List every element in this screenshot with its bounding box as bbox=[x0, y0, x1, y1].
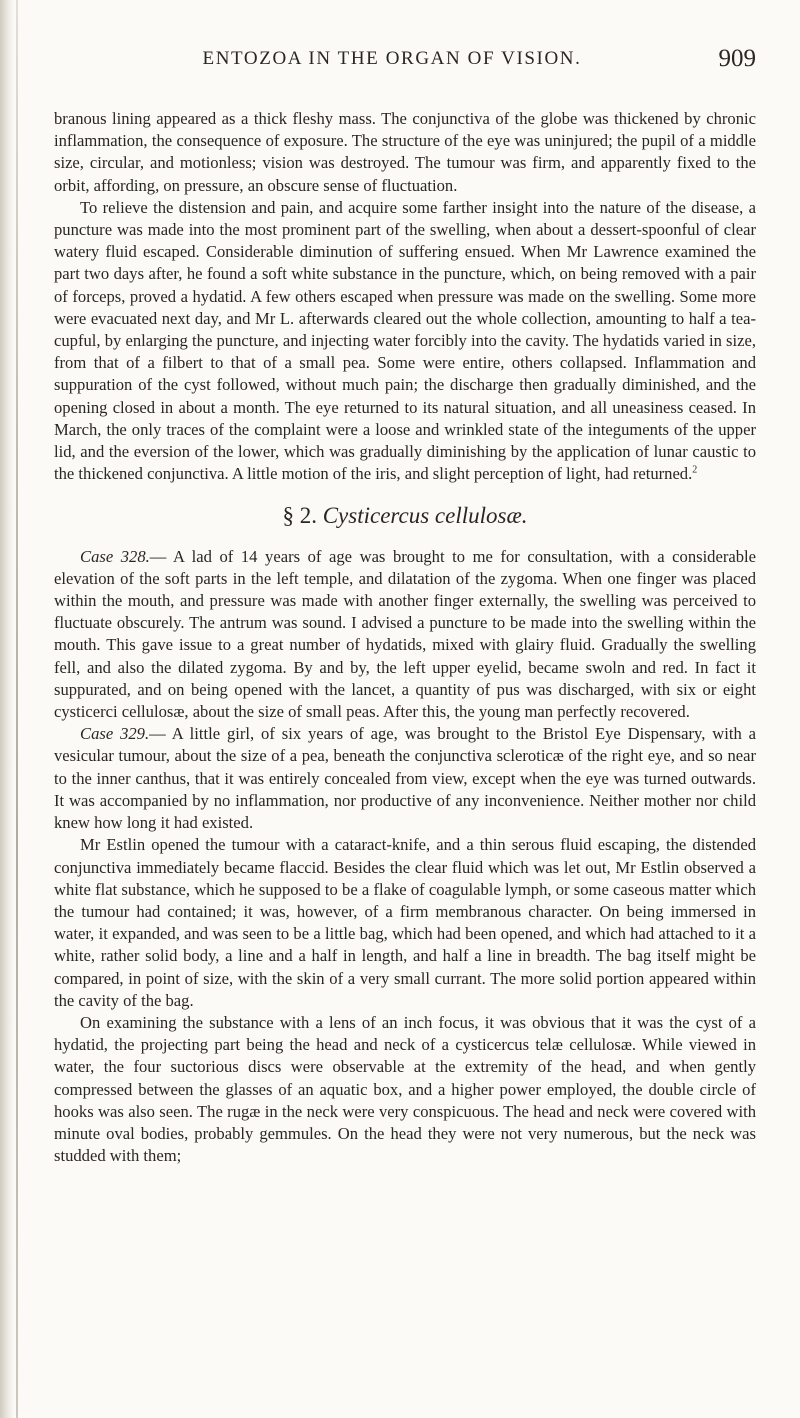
case-label: Case 329. bbox=[80, 724, 150, 744]
section-heading bbox=[54, 505, 756, 527]
running-title: ENTOZOA IN THE ORGAN OF VISION. bbox=[202, 48, 582, 69]
paragraph-puncture bbox=[54, 197, 756, 486]
paragraph-examination bbox=[54, 1012, 756, 1167]
page-binding-shadow bbox=[0, 0, 14, 1418]
section-title: Cysticercus cellulosæ. bbox=[322, 503, 528, 529]
paragraph-text: On examining the substance with a lens of an inch focus, it was obvious that it was the cyst of a hydatid, the projecting part being the head and neck of a cysticercus telæ cellulosæ. While viewed in water, the four suctorious discs were observable at the extremity of the head, and when gently compressed between the glasses of an aquatic box, and a higher power employed, the double circle of hooks was also seen. The rugæ in the neck were very conspicuous. The head and neck were covered with minute oval bodies, probably gemmules. On the head they were not very numerous, but the neck was studded with them; bbox=[54, 1012, 756, 1166]
paragraph-text: Mr Estlin opened the tumour with a cataract-knife, and a thin serous fluid escaping, the distended conjunctiva immediately became flaccid. Besides the clear fluid which was let out, Mr Estlin observed a white flat substance, which he supposed to be a flake of coagulable lymph, or some caseous matter which the tumour had contained; it was, however, of a firm membranous character. On being immersed in water, it expanded, and was seen to be a little bag, which had been opened, and which had attached to it a white, rather solid body, a line and a half in length, and half a line in breadth. The bag itself might be compared, in point of size, with the skin of a very small currant. The more solid portion appeared within the cavity of the bag. bbox=[54, 835, 756, 1010]
footnote-marker: 2 bbox=[692, 464, 698, 476]
body-text bbox=[28, 108, 756, 1167]
paragraph-case-329 bbox=[54, 723, 756, 834]
paragraph-text: To relieve the distension and pain, and acquire some farther insight into the nature of the disease, a puncture was made into the most prominent part of the swelling, when about a dessert-spoonful of clear watery fluid escaped. Considerable diminution of suffering ensued. When Mr Lawrence examined the part two days after, he found a soft white substance in the puncture, which, on being removed with a pair of forceps, proved a hydatid. A few others escaped when pressure was made on the swelling. Some more were evacuated next day, and Mr L. afterwards cleared out the whole collection, amounting to half a tea-cupful, by enlarging the puncture, and injecting water forcibly into the cavity. The hydatids varied in size, from that of a filbert to that of a small pea. Some were entire, others collapsed. Inflammation and suppuration of the cyst followed, without much pain; the discharge then gradually diminished, and the opening closed in about a month. The eye returned to its natural situation, and all uneasiness ceased. In March, the only traces of the complaint were a loose and wrinkled state of the integuments of the upper lid, and the eversion of the lower, which was gradually diminishing by the application of lunar caustic to the thickened conjunctiva. A little motion of the iris, and slight perception of light, had returned. bbox=[54, 197, 756, 484]
page-number: 909 bbox=[718, 45, 756, 72]
paragraph-estlin bbox=[54, 834, 756, 1012]
paragraph-case-328 bbox=[54, 546, 756, 724]
running-head bbox=[28, 45, 756, 82]
section-number: § 2. bbox=[282, 503, 317, 529]
case-label: Case 328. bbox=[80, 546, 150, 566]
book-page bbox=[28, 45, 757, 1167]
paragraph-continuation bbox=[54, 108, 756, 197]
paragraph-text: — A little girl, of six years of age, was brought to the Bristol Eye Dispensary, with a vesicular tumour, about the size of a pea, beneath the conjunctiva scleroticæ of the right eye, and so near to the inner canthus, that it was entirely concealed from view, except when the eye was turned outwards. It was accompanied by no inflammation, nor productive of any inconvenience. Neither mother nor child knew how long it had existed. bbox=[54, 724, 757, 833]
page-binding-edge bbox=[16, 0, 18, 1418]
paragraph-text: — A lad of 14 years of age was brought to me for consultation, with a considerable elevation of the soft parts in the left temple, and dilatation of the zygoma. When one finger was placed within the mouth, and pressure was made with another finger externally, the swelling was perceived to fluctuate obscurely. The antrum was sound. I advised a puncture to be made into the swelling within the mouth. This gave issue to a great number of hydatids, mixed with glairy fluid. Gradually the swelling fell, and also the dilated zygoma. By and by, the left upper eyelid, became swoln and red. In fact it suppurated, and on being opened with the lancet, a quantity of pus was discharged, with six or eight cysticerci cellulosæ, about the size of small peas. After this, the young man perfectly recovered. bbox=[54, 546, 757, 722]
paragraph-text: branous lining appeared as a thick fleshy mass. The conjunctiva of the globe was thickened by chronic inflammation, the consequence of exposure. The structure of the eye was uninjured; the pupil of a middle size, circular, and motionless; vision was destroyed. The tumour was firm, and apparently fixed to the orbit, affording, on pressure, an obscure sense of fluctuation. bbox=[54, 109, 756, 195]
